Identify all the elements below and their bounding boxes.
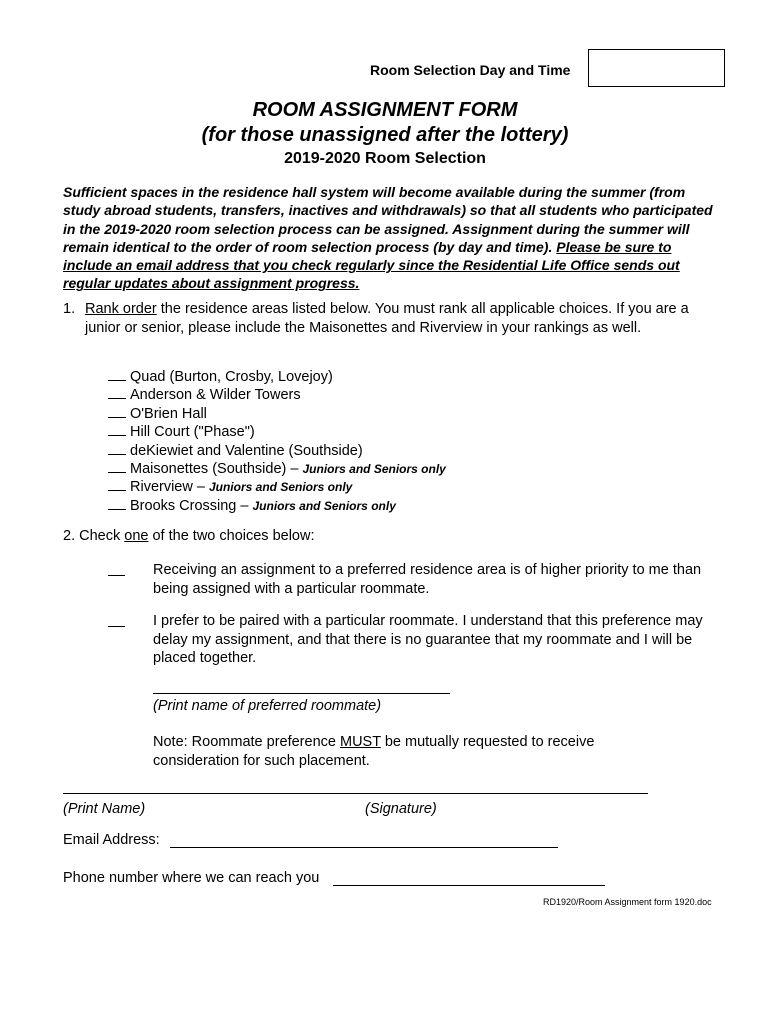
intro-paragraph xyxy=(63,183,713,293)
roommate-note-prefix: Note: Roommate preference xyxy=(153,734,340,750)
phone-label: Phone number where we can reach you xyxy=(63,870,320,886)
roommate-name-field[interactable] xyxy=(153,693,450,694)
roommate-name-label: (Print name of preferred roommate) xyxy=(153,698,382,714)
rank-list xyxy=(108,368,446,515)
rank-item-label: deKiewiet and Valentine (Southside) xyxy=(130,442,363,459)
question-1-number: 1. xyxy=(63,301,76,317)
question-2-prefix: 2. Check xyxy=(63,528,125,544)
signature-label: (Signature) xyxy=(365,801,437,817)
choice-b-text: I prefer to be paired with a particular roommate. I understand that this preference may delay my assignment, and that there is no guarantee that my roommate and I will be placed together. xyxy=(153,613,703,666)
name-signature-field[interactable] xyxy=(63,793,648,794)
rank-item-anderson-wilder xyxy=(108,386,446,404)
room-selection-day-time-label: Room Selection Day and Time xyxy=(370,62,571,78)
rank-item-brooks-crossing xyxy=(108,497,446,515)
rank-item-note: Juniors and Seniors only xyxy=(252,498,396,513)
choice-b-blank[interactable] xyxy=(108,614,125,627)
intro-text: Sufficient spaces in the residence hall system will become available during the summer (from study abroad students, transfers, inactives and withdrawals) so that all students who participated in the 2019-2020 room selection process can be assigned. Assignment during the summer will remain identical to the order of room selection process (by day and time). xyxy=(63,184,713,255)
rank-blank[interactable] xyxy=(108,405,126,418)
room-selection-day-time-field[interactable] xyxy=(588,49,725,87)
rank-item-label: Maisonettes (Southside) – xyxy=(130,460,303,477)
intro-emphasis: Please be sure to include an email address that you check regularly since the Residential Life Office sends out regular updates about assignment progress. xyxy=(63,238,680,292)
rank-item-label: O'Brien Hall xyxy=(130,405,207,422)
print-name-label: (Print Name) xyxy=(63,801,146,817)
rank-item-quad xyxy=(108,368,446,386)
rank-blank[interactable] xyxy=(108,460,126,473)
question-2-underlined: one xyxy=(124,528,149,544)
rank-item-label: Quad (Burton, Crosby, Lovejoy) xyxy=(130,369,333,385)
rank-item-obrien xyxy=(108,405,446,423)
rank-blank[interactable] xyxy=(108,386,126,399)
rank-item-label: Riverview – xyxy=(130,479,209,496)
rank-item-note: Juniors and Seniors only xyxy=(208,480,353,495)
rank-blank[interactable] xyxy=(108,478,126,491)
rank-item-note: Juniors and Seniors only xyxy=(302,461,446,476)
choice-a-blank[interactable] xyxy=(108,563,125,576)
roommate-note xyxy=(153,733,673,770)
rank-blank[interactable] xyxy=(108,442,126,455)
roommate-note-suffix: be mutually requested to receive consideration for such placement. xyxy=(153,734,595,769)
form-title: ROOM ASSIGNMENT FORM xyxy=(252,99,518,121)
roommate-note-emphasis: MUST xyxy=(339,734,381,750)
rank-item-label: Hill Court ("Phase") xyxy=(130,424,255,441)
rank-blank[interactable] xyxy=(108,423,126,436)
rank-item-riverview xyxy=(108,478,446,496)
question-1-underlined: Rank order xyxy=(85,301,157,317)
question-1-body: the residence areas listed below. You must rank all applicable choices. If you are a junior or senior, please include the Maisonettes and Riverview in your rankings as well. xyxy=(85,301,689,336)
question-1-text xyxy=(85,300,705,338)
question-2-suffix: of the two choices below: xyxy=(148,528,315,544)
document-reference: RD1920/Room Assignment form 1920.doc xyxy=(543,897,712,907)
email-field[interactable] xyxy=(170,847,558,848)
rank-item-label: Anderson & Wilder Towers xyxy=(130,387,301,404)
question-2 xyxy=(63,528,315,544)
rank-item-maisonettes xyxy=(108,460,446,478)
form-subtitle: (for those unassigned after the lottery) xyxy=(201,124,569,146)
form-year: 2019-2020 Room Selection xyxy=(284,150,486,167)
rank-blank[interactable] xyxy=(108,497,126,510)
phone-field[interactable] xyxy=(333,885,605,886)
rank-blank[interactable] xyxy=(108,368,126,381)
rank-item-hill-court xyxy=(108,423,446,441)
rank-item-dekiewiet-valentine xyxy=(108,442,446,460)
rank-item-label: Brooks Crossing – xyxy=(130,497,253,514)
email-label: Email Address: xyxy=(63,832,160,848)
choice-a-text: Receiving an assignment to a preferred residence area is of higher priority to me than being assigned with a particular roommate. xyxy=(153,562,702,597)
